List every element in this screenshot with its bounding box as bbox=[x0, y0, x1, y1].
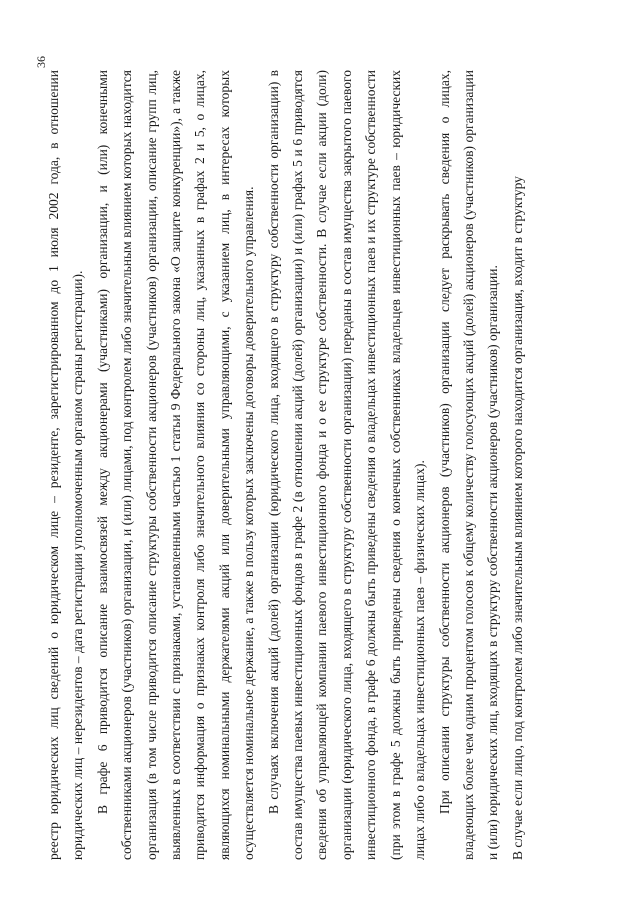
paragraph-column-6-relationships: В графе 6 приводится описание взаимосвязей между акционерами (участниками) организации, и (или) конечными собственниками акционеров (участников) организации, и (или) лицами, под контролем либо значительным влиянием которых находится организация (в том числе приводится описание структуры собственности акционеров (участников) организации, описание групп лиц, выявленных в соответствии с признаками, установленными частью 1 статьи 9 Федерального закона «О защите конкуренции»), а также приводится информация о признаках контроля либо значительного влияния со стороны лиц, указанных в графах 2 и 5, о лицах, являющихся номинальными держателями акций или доверительными управляющими, с указанием лиц, в интересах которых осуществляется номинальное держание, а также в пользу которых заключены договоры доверительного управления. bbox=[94, 70, 257, 860]
paragraph-investment-funds: В случаях включения акций (долей) организации (юридического лица, входящего в структуру собственности организации) в состав имущества паевых инвестиционных фондов в графе 2 (в отношении акций (долей) организации) и (или) графах 5 и 6 приводятся сведения об управляющей компании паевого инвестиционного фонда и о ее структуре собственности. В случае если акции (доли) организации (юридического лица, входящего в структуру собственности организации) переданы в состав имущества закрытого паевого инвестиционного фонда, в графе 6 должны быть приведены сведения о владельцах инвестиционных паев и их структуре собственности (при этом в графе 5 должны быть приведены сведения о конечных собственниках владельцев инвестиционных паев – юридических лицах либо о владельцах инвестиционных паев – физических лицах). bbox=[265, 70, 428, 860]
paragraph-registration-date: реестр юридических лиц сведений о юридическом лице – резиденте, зарегистрированном до 1 июля 2002 года, в отношении юридических лиц – нерезидентов – дата регистрации уполномоченным органом страны регистрации). bbox=[46, 70, 86, 860]
paragraph-control-continuation: В случае если лицо, под контролем либо значительным влиянием которого находится организация, входит в структуру bbox=[509, 176, 525, 860]
document-page bbox=[30, 56, 620, 860]
paragraph-ownership-structure: При описании структуры собственности акционеров (участников) организации следует раскрывать сведения о лицах, владеющих более чем одним процентом голосов к общему количеству голосующих акций (долей) акционеров (участников) организации и (или) юридических лиц, входящих в структуру собственности акционеров (участников) организации. bbox=[436, 70, 501, 860]
document-body bbox=[42, 70, 530, 860]
page-number: 36 bbox=[34, 56, 48, 68]
